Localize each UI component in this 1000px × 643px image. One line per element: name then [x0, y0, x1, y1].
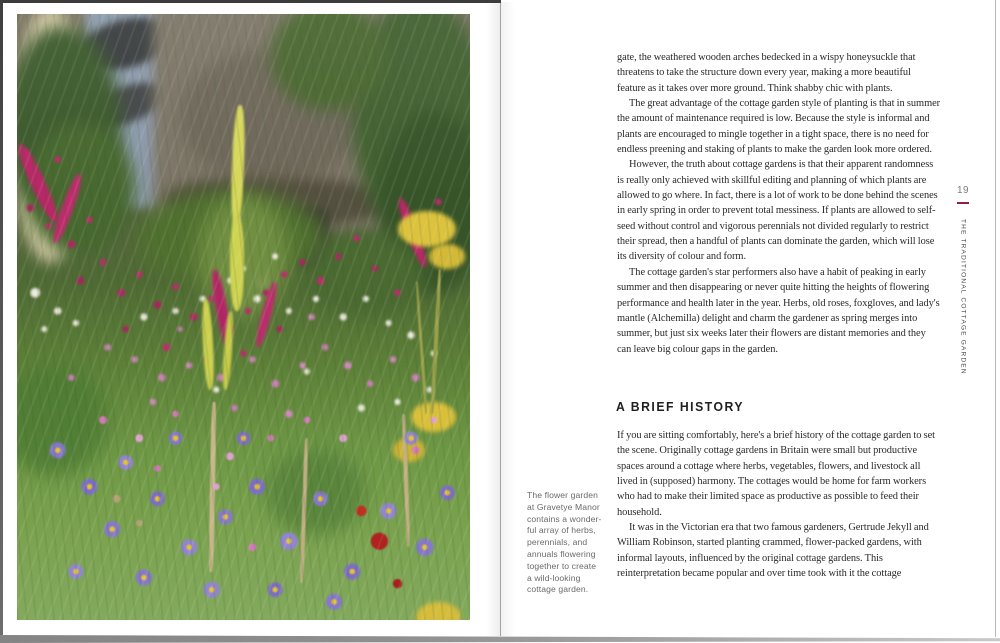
scan-edge-left	[0, 0, 3, 643]
caption-line: a wild-looking	[527, 572, 581, 583]
body-paragraph: The cottage garden's star performers also have a habit of peaking in early summer and then disappearing or never quite hitting the heights of flowering performance and health later in the year. Herbs, old roses, foxgloves, and lady's mantle (Alchemilla) delight and charm the gardener as spring merges into summer, but just six weeks later their flowers are distant memories and they can leave big colour gaps in the garden.	[617, 266, 940, 355]
section-heading: A BRIEF HISTORY	[616, 399, 745, 414]
running-sidebar-title	[948, 219, 978, 389]
photo-light-wash	[17, 14, 470, 620]
body-paragraph: However, the truth about cottage gardens is that their apparent randomness is really only achieved with skillful editing and planning of which plants are allowed to go where. In fact, there is a lot of work to be done behind the scenes in early spring in order to prevent total messiness. If plants are allowed to self-seed without control and vigorous perennials not divided regularly to restrict their spread, then a handful of plants can dominate the garden, which will lose its diversity of colour and form.	[617, 159, 938, 263]
scan-edge-top	[0, 0, 501, 3]
accent-rule	[957, 202, 969, 204]
caption-line: ful array of herbs,	[527, 525, 596, 536]
body-paragraph: The great advantage of the cottage garden style of planting is that in summer the amount of maintenance required is low. Because the style is informal and plants are encouraged to mingle together in a tight space, there is no need for endless preening and staking of plants to make the garden look more ordered.	[617, 98, 941, 156]
running-sidebar-title-text: THE TRADITIONAL COTTAGE GARDEN	[959, 219, 967, 375]
caption-line: The flower garden	[527, 490, 598, 500]
scan-edge-right	[995, 0, 996, 637]
gutter-shadow-right	[501, 2, 515, 636]
caption-line: cottage garden.	[527, 584, 589, 595]
intro-paragraphs	[617, 50, 941, 357]
caption-line: together to create	[527, 560, 597, 571]
body-paragraph: If you are sitting comfortably, here's a brief history of the cottage garden to set the scene. Originally cottage gardens in Britain were small but productive spaces around a cottage where herbs, vegetables, flowers, and livestock all lived in (supposed) harmony. The cottages would be home for farm workers who had to make their limited space as productive as possible to feed their household.	[617, 430, 936, 518]
gutter-shadow-left	[486, 2, 500, 636]
page-gutter-line	[500, 2, 501, 636]
body-paragraph: It was in the Victorian era that two famous gardeners, Gertrude Jekyll and William Robinson, started planting crammed, flower-packed gardens, with informal layouts, influenced by the original cottage gardens. This reinterpretation became popular and over time took with it the cottage	[617, 522, 929, 580]
scan-edge-bottom	[0, 635, 1000, 643]
page-number: 19	[956, 185, 970, 196]
caption-line: annuals flowering	[527, 548, 596, 559]
caption-line: at Gravetye Manor	[527, 501, 600, 512]
history-paragraphs	[617, 428, 941, 581]
caption-line: perennials, and	[527, 537, 588, 548]
body-paragraph: gate, the weathered wooden arches bedecked in a wispy honeysuckle that threatens to take the structure down every year, making a more beautiful feature as it takes over more ground. Think shabby chic with plants.	[617, 52, 916, 94]
caption-line: contains a wonder-	[527, 513, 602, 524]
photo-caption	[527, 490, 617, 596]
garden-photo	[17, 14, 470, 620]
